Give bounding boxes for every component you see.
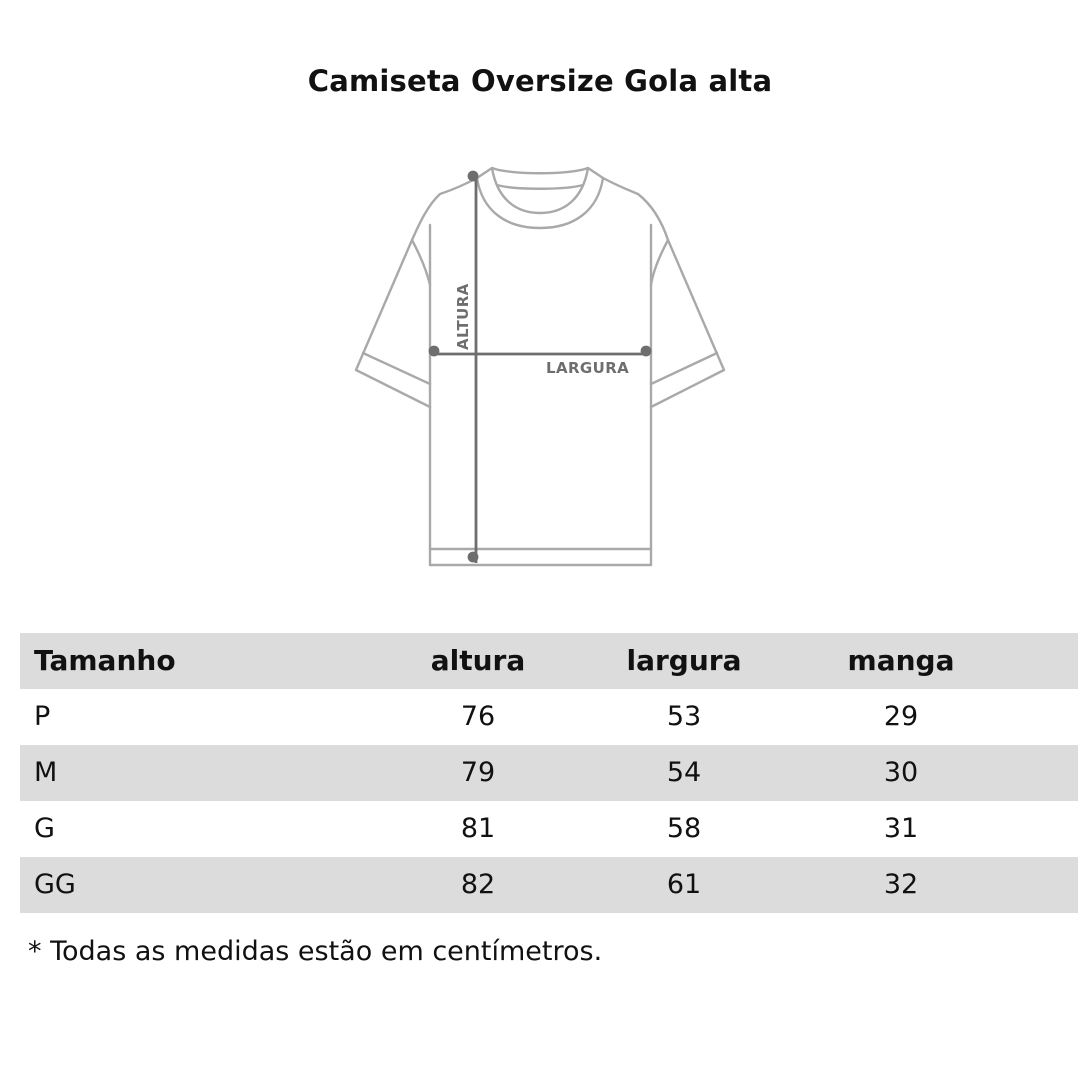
size-cell: GG <box>34 869 76 900</box>
size-cell: P <box>34 701 51 732</box>
left-armhole <box>412 240 430 285</box>
manga-cell: 32 <box>883 869 919 900</box>
tshirt-outline-svg <box>340 150 740 580</box>
header-manga: manga <box>847 644 955 677</box>
header-largura: largura <box>626 644 742 677</box>
width-measure-left-dot <box>430 347 438 355</box>
footnote: * Todas as medidas estão em centímetros. <box>28 936 603 967</box>
table-header-row <box>20 633 1078 689</box>
page-title: Camiseta Oversize Gola alta <box>307 64 773 98</box>
header-altura: altura <box>430 644 526 677</box>
altura-cell: 76 <box>460 701 496 732</box>
collar-inner <box>492 168 588 213</box>
altura-cell: 79 <box>460 757 496 788</box>
altura-cell: 81 <box>460 813 496 844</box>
width-measure-right-dot <box>642 347 650 355</box>
size-cell: M <box>34 757 58 788</box>
width-label: LARGURA <box>546 359 630 377</box>
manga-cell: 31 <box>883 813 919 844</box>
largura-cell: 61 <box>666 869 702 900</box>
collar-band-line <box>497 185 583 189</box>
height-measure-bottom-dot <box>469 553 477 561</box>
largura-cell: 53 <box>666 701 702 732</box>
table-row <box>20 801 1078 857</box>
largura-cell: 54 <box>666 757 702 788</box>
altura-cell: 82 <box>460 869 496 900</box>
collar-top <box>477 168 603 178</box>
right-armhole <box>651 240 668 285</box>
manga-cell: 29 <box>883 701 919 732</box>
table-row <box>20 689 1078 745</box>
size-cell: G <box>34 813 55 844</box>
largura-cell: 58 <box>666 813 702 844</box>
table-row <box>20 857 1078 913</box>
manga-cell: 30 <box>883 757 919 788</box>
tshirt-diagram <box>340 150 740 580</box>
size-table <box>20 633 1078 913</box>
table-row <box>20 745 1078 801</box>
height-measure-top-dot <box>469 172 477 180</box>
height-label: ALTURA <box>454 283 472 350</box>
header-tamanho: Tamanho <box>34 644 176 677</box>
